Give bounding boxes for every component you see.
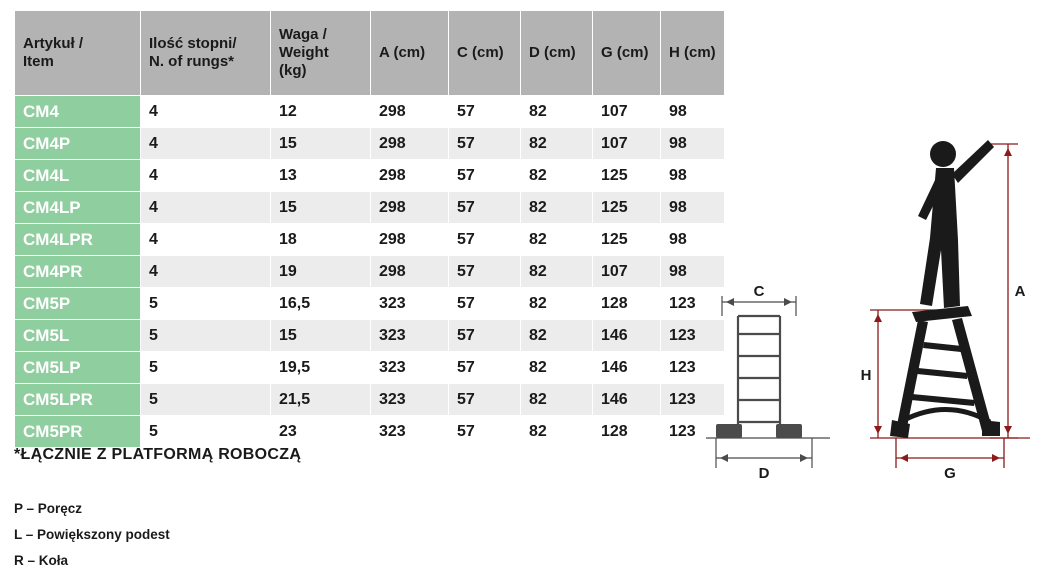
column-header-item: Artykuł / Item: [15, 11, 141, 96]
cell-g: 107: [593, 256, 661, 288]
cell-h: 98: [661, 128, 725, 160]
dimension-lines-left: [706, 296, 830, 468]
cell-weight: 16,5: [271, 288, 371, 320]
cell-d: 82: [521, 256, 593, 288]
table-row: [15, 416, 725, 448]
cell-c: 57: [449, 128, 521, 160]
footnote-text: *ŁĄCZNIE Z PLATFORMĄ ROBOCZĄ: [14, 446, 302, 463]
cell-h: 98: [661, 224, 725, 256]
cell-d: 82: [521, 224, 593, 256]
cell-d: 82: [521, 320, 593, 352]
cell-d: 82: [521, 384, 593, 416]
column-header-rungs: Ilość stopni/ N. of rungs*: [141, 11, 271, 96]
cell-rungs: 4: [141, 128, 271, 160]
table-row: [15, 352, 725, 384]
cell-rungs: 5: [141, 288, 271, 320]
cell-a: 298: [371, 256, 449, 288]
table-row: [15, 192, 725, 224]
cell-h: 123: [661, 320, 725, 352]
cell-item: CM5L: [15, 320, 141, 352]
cell-item: CM5LPR: [15, 384, 141, 416]
spec-table-container: [14, 10, 716, 448]
cell-c: 57: [449, 352, 521, 384]
column-header-c: C (cm): [449, 11, 521, 96]
cell-rungs: 4: [141, 96, 271, 128]
cell-item: CM4LPR: [15, 224, 141, 256]
column-header-weight: Waga / Weight (kg): [271, 11, 371, 96]
column-header-d: D (cm): [521, 11, 593, 96]
cell-g: 128: [593, 416, 661, 448]
cell-weight: 23: [271, 416, 371, 448]
cell-g: 146: [593, 384, 661, 416]
table-row: [15, 224, 725, 256]
cell-d: 82: [521, 128, 593, 160]
cell-c: 57: [449, 192, 521, 224]
column-header-a: A (cm): [371, 11, 449, 96]
cell-a: 323: [371, 416, 449, 448]
cell-g: 125: [593, 160, 661, 192]
cell-weight: 15: [271, 192, 371, 224]
legend-item: L – Powiększony podest: [14, 527, 170, 542]
ladder-front-feet: [716, 424, 802, 438]
table-row: [15, 128, 725, 160]
table-row: [15, 288, 725, 320]
cell-d: 82: [521, 288, 593, 320]
cell-rungs: 5: [141, 384, 271, 416]
spec-table: [14, 10, 725, 448]
column-header-h: H (cm): [661, 11, 725, 96]
cell-weight: 21,5: [271, 384, 371, 416]
cell-h: 123: [661, 416, 725, 448]
cell-h: 98: [661, 256, 725, 288]
cell-h: 123: [661, 352, 725, 384]
cell-item: CM4LP: [15, 192, 141, 224]
cell-g: 125: [593, 224, 661, 256]
cell-d: 82: [521, 96, 593, 128]
cell-g: 146: [593, 320, 661, 352]
cell-item: CM5LP: [15, 352, 141, 384]
cell-a: 298: [371, 96, 449, 128]
cell-d: 82: [521, 416, 593, 448]
cell-c: 57: [449, 96, 521, 128]
cell-rungs: 5: [141, 416, 271, 448]
label-g: G: [944, 465, 956, 480]
cell-item: CM5PR: [15, 416, 141, 448]
cell-c: 57: [449, 224, 521, 256]
person-figure: [918, 140, 994, 308]
cell-d: 82: [521, 352, 593, 384]
table-row: [15, 320, 725, 352]
cell-rungs: 5: [141, 320, 271, 352]
cell-weight: 19,5: [271, 352, 371, 384]
table-body: [15, 96, 725, 448]
cell-a: 323: [371, 320, 449, 352]
cell-a: 298: [371, 192, 449, 224]
cell-g: 128: [593, 288, 661, 320]
cell-item: CM4: [15, 96, 141, 128]
ladder-side-view: [890, 306, 1000, 438]
cell-a: 298: [371, 224, 449, 256]
cell-h: 98: [661, 192, 725, 224]
cell-a: 323: [371, 288, 449, 320]
cell-a: 298: [371, 160, 449, 192]
table-row: [15, 384, 725, 416]
cell-c: 57: [449, 320, 521, 352]
cell-h: 98: [661, 160, 725, 192]
label-h: H: [860, 367, 872, 384]
cell-h: 123: [661, 384, 725, 416]
cell-c: 57: [449, 416, 521, 448]
cell-g: 107: [593, 128, 661, 160]
cell-c: 57: [449, 160, 521, 192]
column-header-g: G (cm): [593, 11, 661, 96]
cell-c: 57: [449, 288, 521, 320]
legend-item: R – Koła: [14, 553, 69, 568]
cell-c: 57: [449, 384, 521, 416]
cell-weight: 19: [271, 256, 371, 288]
cell-c: 57: [449, 256, 521, 288]
cell-h: 123: [661, 288, 725, 320]
ladder-diagram: [700, 120, 1040, 480]
cell-a: 323: [371, 352, 449, 384]
cell-weight: 18: [271, 224, 371, 256]
cell-weight: 13: [271, 160, 371, 192]
cell-item: CM4P: [15, 128, 141, 160]
cell-weight: 15: [271, 128, 371, 160]
label-d: D: [758, 465, 770, 480]
cell-weight: 12: [271, 96, 371, 128]
label-a: A: [1014, 283, 1026, 300]
table-row: [15, 96, 725, 128]
legend-item: P – Poręcz: [14, 501, 83, 516]
cell-a: 298: [371, 128, 449, 160]
cell-d: 82: [521, 160, 593, 192]
label-c: C: [753, 283, 765, 300]
cell-d: 82: [521, 192, 593, 224]
table-row: [15, 160, 725, 192]
cell-a: 323: [371, 384, 449, 416]
cell-rungs: 4: [141, 256, 271, 288]
legend-list: [14, 496, 170, 574]
cell-g: 107: [593, 96, 661, 128]
cell-g: 125: [593, 192, 661, 224]
cell-rungs: 4: [141, 160, 271, 192]
cell-rungs: 4: [141, 192, 271, 224]
ladder-front-view: [738, 316, 780, 426]
table-row: [15, 256, 725, 288]
cell-rungs: 5: [141, 352, 271, 384]
cell-rungs: 4: [141, 224, 271, 256]
cell-item: CM5P: [15, 288, 141, 320]
cell-item: CM4PR: [15, 256, 141, 288]
cell-weight: 15: [271, 320, 371, 352]
cell-item: CM4L: [15, 160, 141, 192]
cell-h: 98: [661, 96, 725, 128]
table-header: [15, 11, 725, 96]
table-header-row: [15, 11, 725, 96]
cell-g: 146: [593, 352, 661, 384]
